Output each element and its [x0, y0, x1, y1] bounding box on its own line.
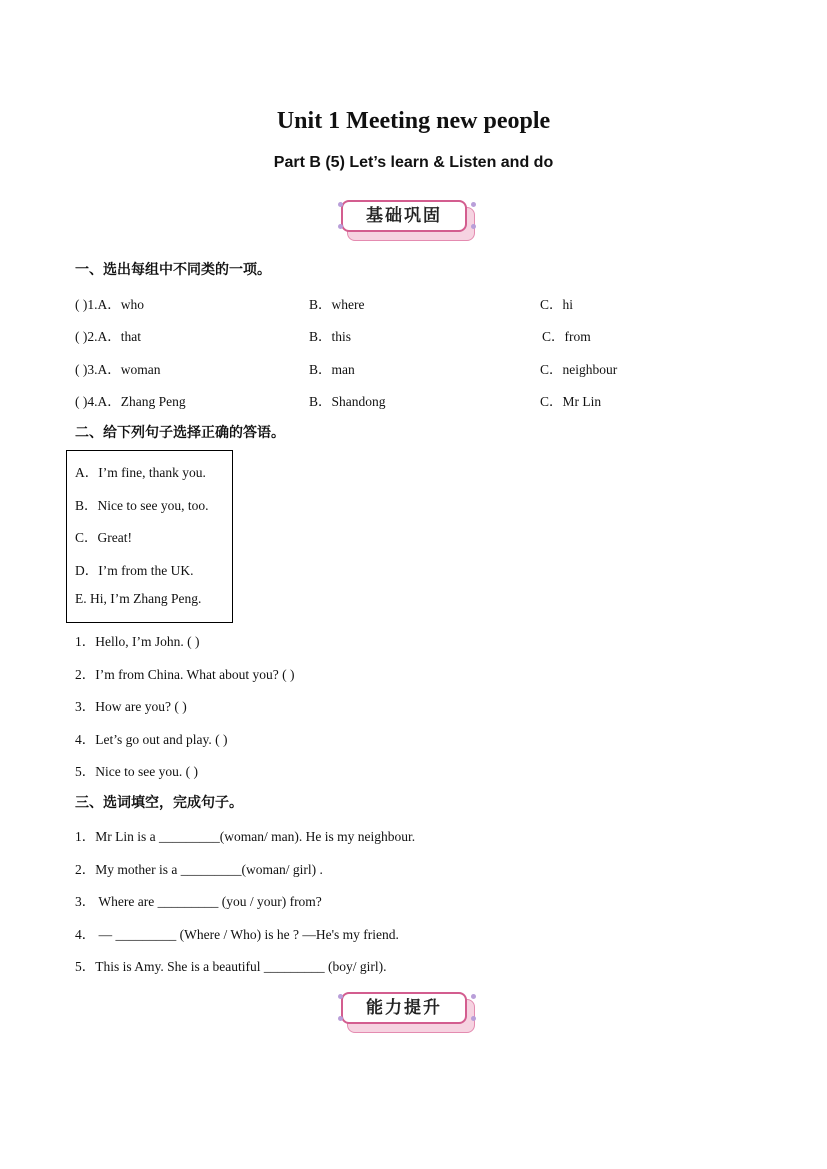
fill-item-3: 3． Where are _________ (you / your) from? — [75, 894, 322, 909]
fill-item-2: 2．My mother is a _________(woman/ girl) . — [75, 862, 323, 877]
badge-dot-icon — [338, 224, 343, 229]
fill-item-4: 4． — _________ (Where / Who) is he ? —He's my friend. — [75, 927, 399, 942]
badge-dot-icon — [338, 202, 343, 207]
match-question-3: 3．How are you? ( ) — [75, 699, 187, 714]
badge-label: 能力提升 — [341, 992, 467, 1024]
section-heading-1: 一、选出每组中不同类的一项。 — [75, 262, 271, 278]
badge-dot-icon — [338, 994, 343, 999]
match-question-1: 1．Hello, I’m John. ( ) — [75, 634, 200, 649]
question-row-1-b: B．where — [309, 297, 365, 312]
page-subtitle: Part B (5) Let’s learn & Listen and do — [273, 154, 554, 171]
badge-dot-icon — [471, 1016, 476, 1021]
question-row-4-a: ( )4.A．Zhang Peng — [75, 394, 186, 409]
question-row-3-a: ( )3.A．woman — [75, 362, 161, 377]
badge-label: 基础巩固 — [341, 200, 467, 232]
fill-item-1: 1．Mr Lin is a _________(woman/ man). He is my neighbour. — [75, 829, 416, 844]
question-row-2-a: ( )2.A．that — [75, 329, 141, 344]
badge-dot-icon — [471, 202, 476, 207]
fill-item-5: 5．This is Amy. She is a beautiful _________ (boy/ girl). — [75, 959, 387, 974]
question-row-3-c: C．neighbour — [540, 362, 618, 377]
badge-dot-icon — [338, 1016, 343, 1021]
basic-section-badge — [341, 198, 481, 242]
question-row-4-c: C．Mr Lin — [540, 394, 602, 409]
question-row-1-a: ( )1.A．who — [75, 297, 144, 312]
section-heading-3: 三、选词填空，完成句子。 — [75, 795, 243, 811]
answer-option-a: A．I’m fine, thank you. — [75, 465, 206, 480]
section-heading-2: 二、给下列句子选择正确的答语。 — [75, 425, 285, 441]
badge-dot-icon — [471, 224, 476, 229]
answer-option-c: C．Great! — [75, 530, 132, 545]
answer-option-d: D．I’m from the UK. — [75, 563, 194, 578]
question-row-3-b: B．man — [309, 362, 355, 377]
question-row-4-b: B．Shandong — [309, 394, 386, 409]
question-row-2-b: B．this — [309, 329, 352, 344]
badge-dot-icon — [471, 994, 476, 999]
answer-option-e: E. Hi, I’m Zhang Peng. — [75, 591, 202, 606]
match-question-5: 5．Nice to see you. ( ) — [75, 764, 198, 779]
question-row-1-c: C．hi — [540, 297, 574, 312]
match-question-2: 2．I’m from China. What about you? ( ) — [75, 667, 295, 682]
page-title: Unit 1 Meeting new people — [276, 108, 551, 134]
match-question-4: 4．Let’s go out and play. ( ) — [75, 732, 228, 747]
question-row-2-c: C．from — [542, 329, 591, 344]
answer-option-b: B．Nice to see you, too. — [75, 498, 209, 513]
advanced-section-badge — [341, 990, 481, 1034]
